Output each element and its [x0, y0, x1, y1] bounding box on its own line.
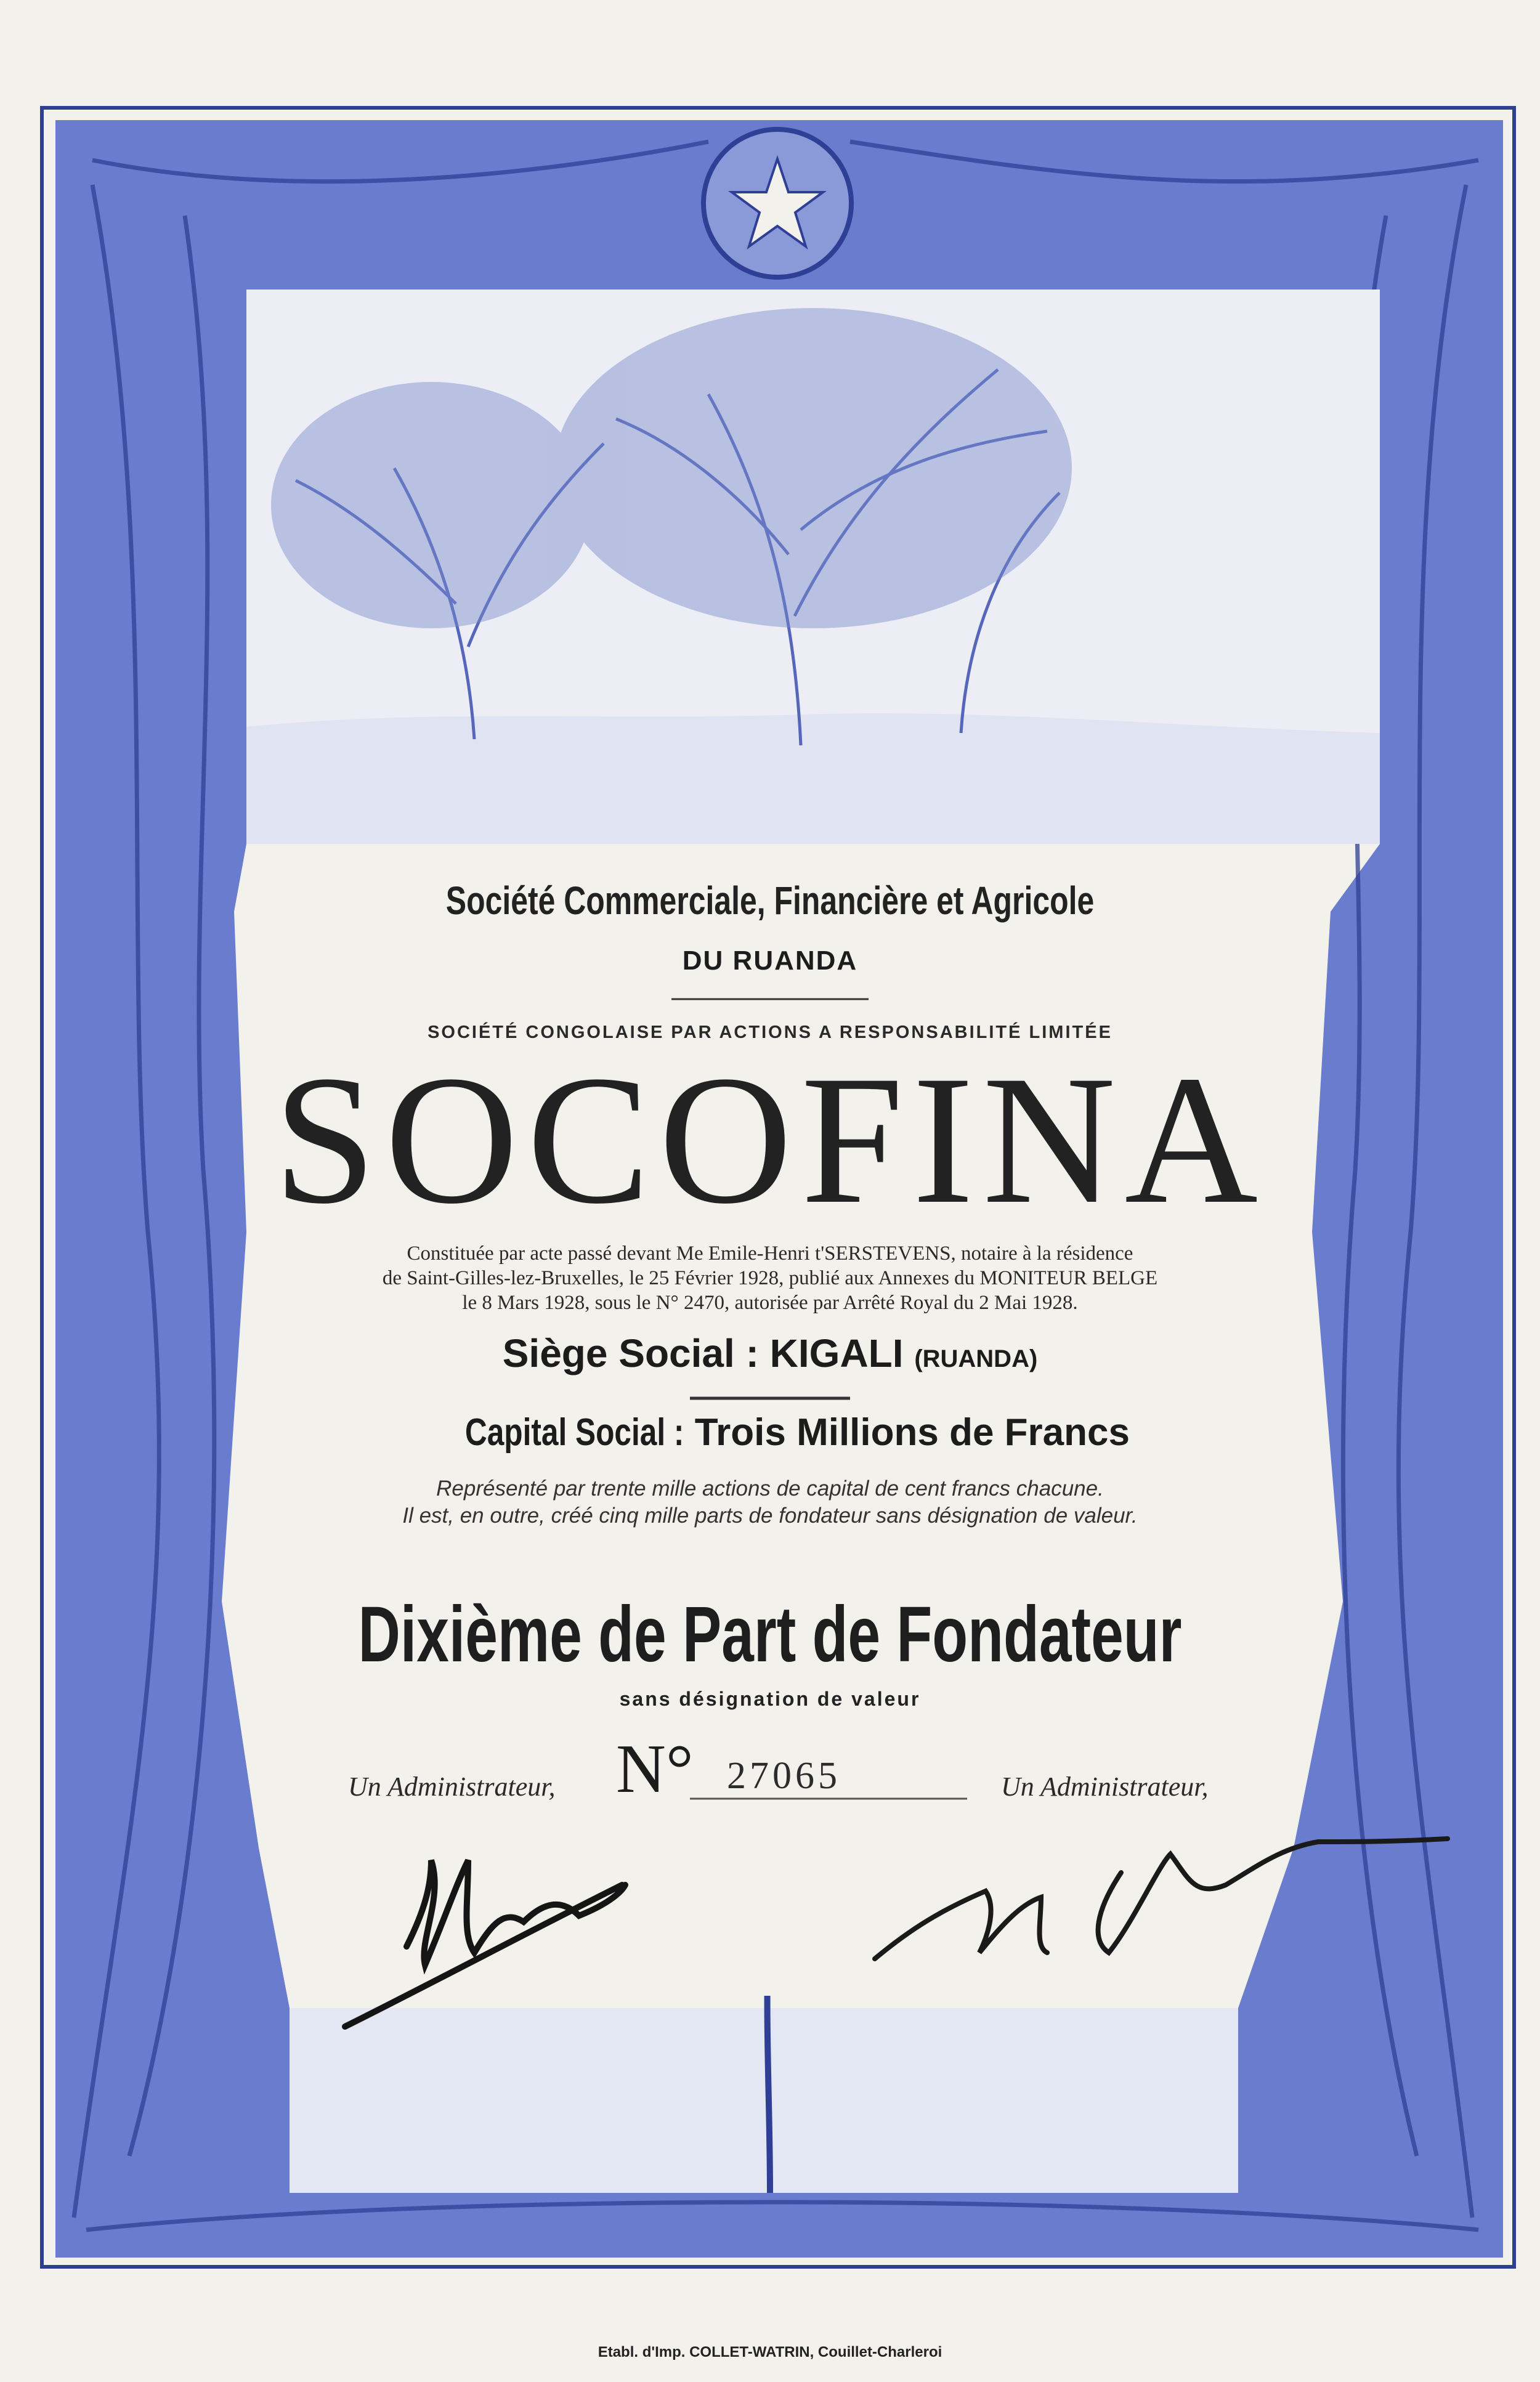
capital-label: Capital Social :: [464, 1411, 684, 1454]
certificate-subtitle: sans désignation de valeur: [619, 1688, 921, 1710]
certificate-number: 27065: [727, 1755, 841, 1797]
siege-label: Siège Social : KIGALI: [502, 1331, 904, 1375]
administrator-left-label: Un Administrateur,: [348, 1772, 556, 1802]
company-name: Société Commerciale, Financière et Agricole: [445, 878, 1095, 923]
siege-sub: (RUANDA): [914, 1345, 1038, 1372]
certificate-title: Dixième de Part de Fondateur: [358, 1590, 1182, 1679]
company-subtitle: DU RUANDA: [682, 946, 858, 976]
constitution-text: [0, 1241, 1540, 1315]
representation-text: [0, 1475, 1540, 1529]
representation-line: Il est, en outre, créé cinq mille parts de fondateur sans désignation de valeur.: [402, 1504, 1138, 1528]
representation-line: Représenté par trente mille actions de capital de cent francs chacune.: [436, 1477, 1104, 1501]
constitution-line: le 8 Mars 1928, sous le N° 2470, autorisée par Arrêté Royal du 2 Mai 1928.: [462, 1292, 1078, 1314]
capital-value: Trois Millions de Francs: [694, 1411, 1130, 1454]
constitution-line: de Saint-Gilles-lez-Bruxelles, le 25 Février 1928, publié aux Annexes du MONITEUR BELGE: [382, 1267, 1158, 1289]
brand-title: SOCOFINA: [273, 1037, 1267, 1242]
capital-social: [0, 1411, 1540, 1454]
number-label: N°: [616, 1731, 694, 1807]
constitution-line: Constituée par acte passé devant Me Emile-Henri t'SERSTEVENS, notaire à la résidence: [407, 1242, 1133, 1265]
legal-form: SOCIÉTÉ CONGOLAISE PAR ACTIONS A RESPONSABILITÉ LIMITÉE: [428, 1023, 1112, 1042]
landscape-vignette: [246, 290, 1380, 844]
siege-social: [0, 1331, 1540, 1376]
printer-credit: Etabl. d'Imp. COLLET-WATRIN, Couillet-Charleroi: [598, 2344, 942, 2360]
administrator-right-label: Un Administrateur,: [1001, 1772, 1209, 1802]
